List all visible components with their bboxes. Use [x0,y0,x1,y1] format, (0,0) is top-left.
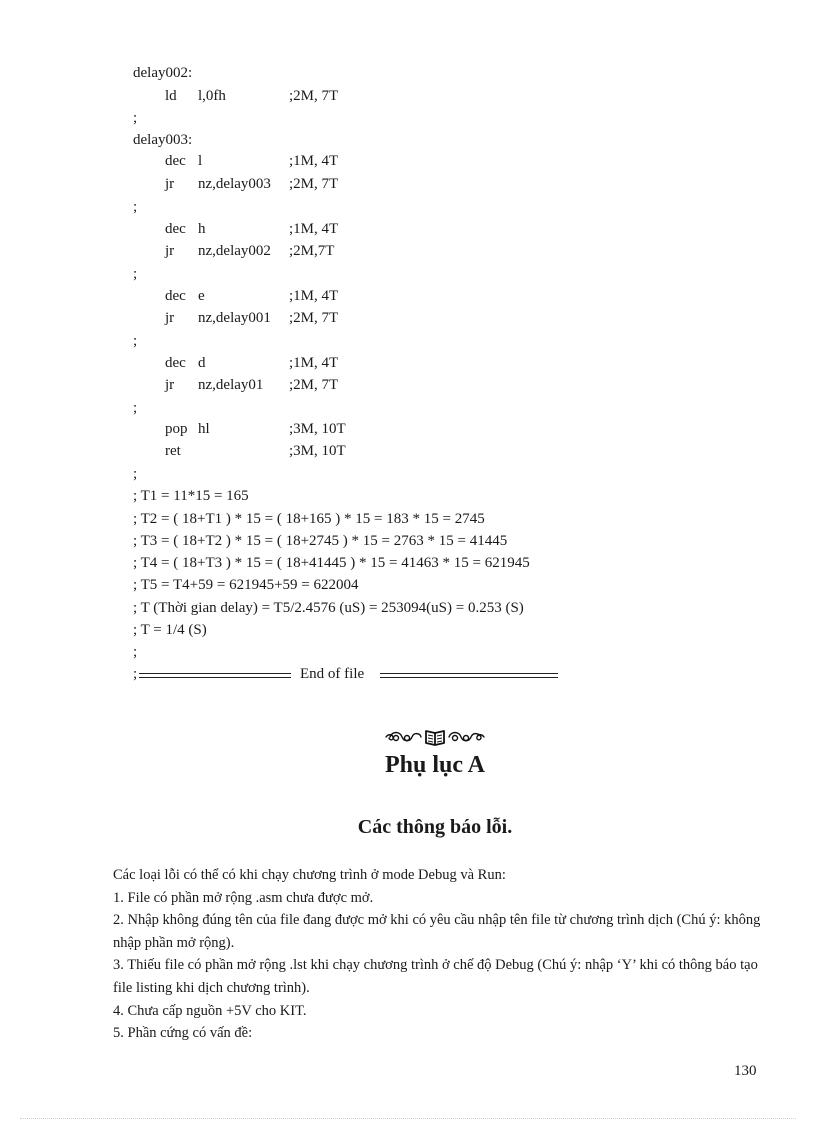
code-arg: nz,delay01 [198,377,264,393]
code-separator: ; [133,266,138,282]
paragraph: 5. Phần cứng có vấn đề: [113,1025,253,1042]
code-comment: ;1M, 4T [289,355,339,371]
code-op: jr [165,243,175,259]
code-arg: d [198,355,206,371]
code-op: dec [165,221,186,237]
paragraph: 1. File có phần mở rộng .asm chưa được mở. [113,889,374,906]
code-comment-line: ; T = 1/4 (S) [133,622,207,638]
code-separator: ; [133,466,138,482]
code-arg: nz,delay003 [198,176,271,192]
code-comment: ;2M, 7T [289,377,339,393]
code-op: jr [165,176,175,192]
code-comment: ;2M,7T [289,243,335,259]
code-comment: ;1M, 4T [289,221,339,237]
code-comment: ;1M, 4T [289,153,339,169]
code-comment: ;1M, 4T [289,288,339,304]
code-op: ret [165,443,181,459]
paragraph: 3. Thiếu file có phần mở rộng .lst khi chạy chương trình ở chế độ Debug (Chú ý: nhập ‘Y’ khi có thông báo tạo file listing khi dịch chương trình). [113,957,758,996]
code-comment-line: ; T4 = ( 18+T3 ) * 15 = ( 18+41445 ) * 15 = 41463 * 15 = 621945 [133,555,530,571]
code-op: jr [165,310,175,326]
appendix-subtitle: Các thông báo lỗi. [357,816,513,838]
code-separator: ; [133,199,138,215]
code-op: dec [165,288,186,304]
code-arg: nz,delay002 [198,243,271,259]
code-op: jr [165,377,175,393]
code-op: pop [165,421,188,437]
error-list-text [113,864,763,1045]
paragraph: 2. Nhập không đúng tên của file đang được mở khi có yêu cầu nhập tên file từ chương trình dịch (Chú ý: không nhập phần mở rộng). [113,912,761,951]
code-separator: ; [133,400,138,416]
code-comment-line: ; T2 = ( 18+T1 ) * 15 = ( 18+165 ) * 15 = 183 * 15 = 2745 [133,511,485,527]
code-arg: nz,delay001 [198,310,271,326]
code-comment: ;2M, 7T [289,176,339,192]
appendix-title: Phụ lục A [384,752,486,778]
code-label: delay003: [133,132,193,148]
paragraph: 4. Chưa cấp nguồn +5V cho KIT. [113,1002,307,1019]
bottom-divider [20,1118,796,1119]
code-arg: e [198,288,205,304]
book-ornament-icon [380,726,490,748]
code-comment-line: ; T3 = ( 18+T2 ) * 15 = ( 18+2745 ) * 15 = 2763 * 15 = 41445 [133,533,508,549]
eof-rule-right [380,673,558,678]
code-op: ld [165,88,177,104]
code-arg: h [198,221,206,237]
code-comment: ;3M, 10T [289,443,346,459]
code-separator: ; [133,333,138,349]
code-comment: ;2M, 7T [289,88,339,104]
code-comment: ;3M, 10T [289,421,346,437]
code-op: dec [165,153,186,169]
code-label: delay002: [133,65,193,81]
code-separator: ; [133,110,138,126]
paragraph: Các loại lỗi có thể có khi chạy chương trình ở mode Debug và Run: [113,867,506,883]
code-comment-line: ; T1 = 11*15 = 165 [133,488,249,504]
page-number: 130 [734,1063,757,1079]
code-comment: ;2M, 7T [289,310,339,326]
eof-rule-left [139,673,291,678]
code-comment-line: ; T5 = T4+59 = 621945+59 = 622004 [133,577,359,593]
code-op: dec [165,355,186,371]
code-comment-line: ; T (Thời gian delay) = T5/2.4576 (uS) = 253094(uS) = 0.253 (S) [133,600,524,616]
code-arg: l,0fh [198,88,226,104]
code-arg: l [198,153,203,169]
code-arg: hl [198,421,210,437]
eof-semicolon: ; [133,666,138,682]
code-separator: ; [133,644,138,660]
eof-label: End of file [300,666,365,682]
